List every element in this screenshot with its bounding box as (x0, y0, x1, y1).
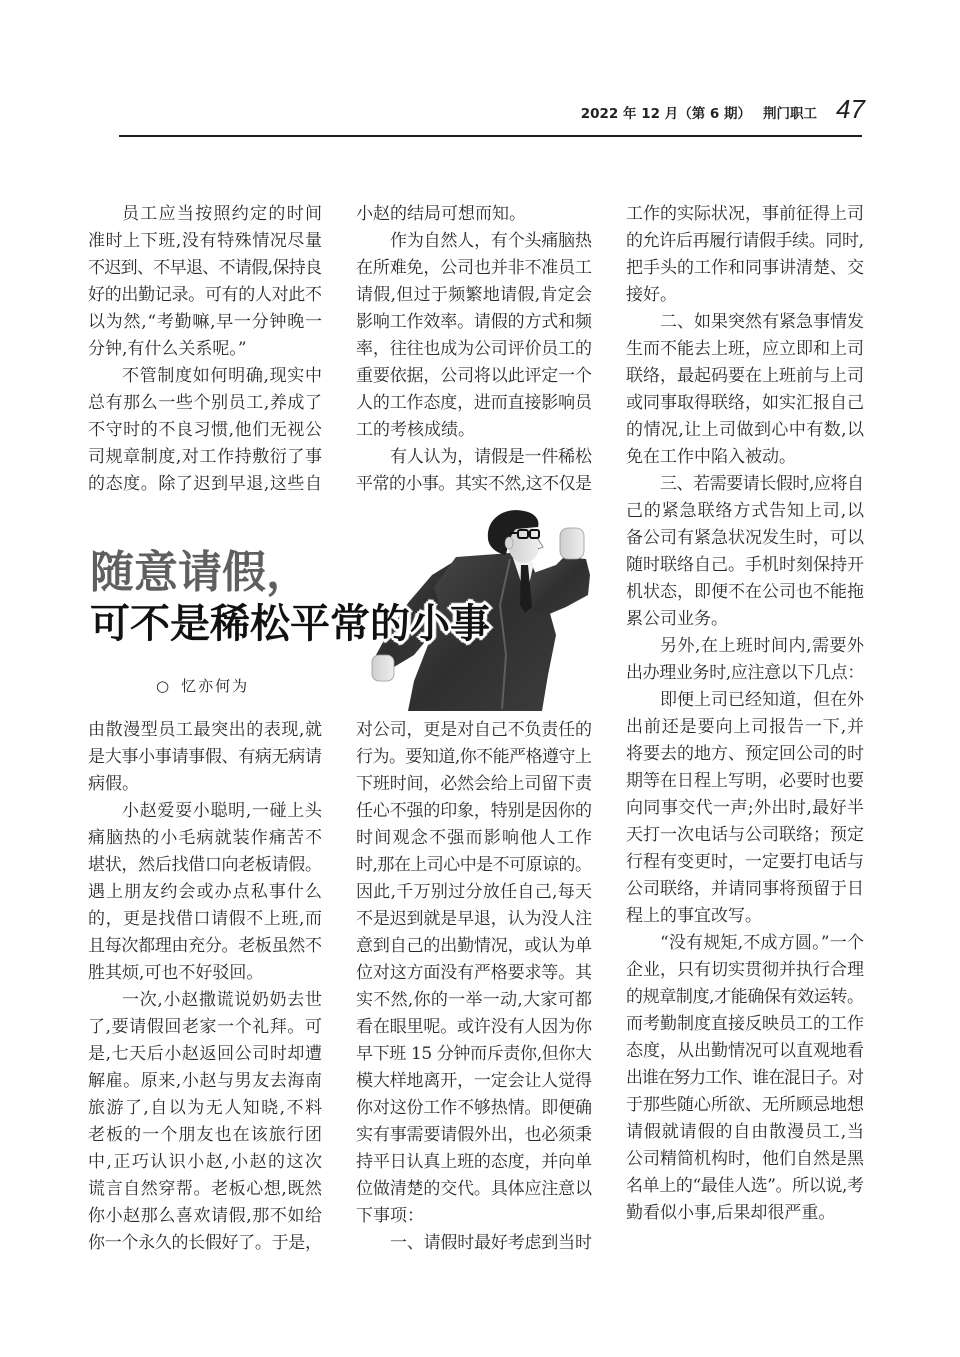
text-line-content: 生而不能去上班，应立即和上司 (626, 339, 864, 359)
text-line-content: 请假就请假的自由散漫员工,当 (626, 1122, 865, 1142)
text-line-content: 平常的小事。其实不然,这不仅是 (356, 474, 592, 494)
text-line-content: 不管制度如何明确,现实中 (122, 366, 323, 386)
text-line (88, 987, 322, 1014)
text-line-content: 人的工作态度，进而直接影响员 (356, 393, 592, 413)
text-line-content: 的态度。除了迟到早退,这些自 (88, 474, 323, 494)
text-line (626, 876, 864, 903)
text-line (626, 417, 864, 444)
text-line-content: 胜其烦,可也不好驳回。 (88, 963, 264, 983)
text-line-content: 己的紧急联络方式告知上司,以 (626, 501, 865, 521)
text-line (88, 1203, 322, 1230)
text-line-content: 你对这份工作不够热情。即便确 (356, 1098, 592, 1118)
text-line (356, 1041, 592, 1068)
text-line (626, 1173, 864, 1200)
text-line (356, 309, 592, 336)
text-line (356, 444, 592, 471)
text-line (88, 879, 322, 906)
text-line (626, 255, 864, 282)
text-line-content: 三、若需要请长假时,应将自 (660, 474, 864, 494)
text-line-content: 准时上下班,没有特殊情况尽量 (88, 231, 323, 251)
text-line-content: 公司联络，并请同事将预留于日 (626, 879, 864, 899)
text-line-content: 时,那在上司心中是不可原谅的。 (356, 855, 592, 875)
text-line-content: 病假。 (88, 774, 139, 794)
text-line (626, 1011, 864, 1038)
text-line (88, 417, 322, 444)
text-line-content: 早下班 15 分钟而斥责你,但你大 (356, 1044, 592, 1064)
paragraph (88, 798, 322, 987)
text-line-content: 累公司业务。 (626, 609, 728, 629)
text-line (626, 1038, 864, 1065)
text-line-content: 小赵爱耍小聪明,一碰上头 (122, 801, 323, 821)
text-line (88, 906, 322, 933)
text-line-content: 时间观念不强而影响他人工作 (356, 828, 594, 848)
text-line-content: 意到自己的出勤情况，或认为单 (356, 936, 592, 956)
text-line-content: 因此,千万别过分放任自己,每天 (356, 882, 593, 902)
text-line (626, 471, 864, 498)
text-line-content: 把手头的工作和同事讲清楚、交 (626, 258, 864, 278)
text-line (626, 201, 864, 228)
paragraph (356, 1230, 592, 1257)
text-line (626, 984, 864, 1011)
text-line (88, 363, 322, 390)
text-line-content: 公司精简机构时，他们自然是黑 (626, 1149, 864, 1169)
text-line (626, 282, 864, 309)
text-block-column3 (626, 201, 864, 1227)
text-line (88, 717, 322, 744)
text-line-content: 工的考核成绩。 (356, 420, 475, 440)
text-line-content: 是大事小事请事假、有病无病请 (88, 747, 322, 767)
text-line-content: 名单上的“最佳人选”。所以说,考 (626, 1176, 864, 1196)
text-line (88, 1095, 322, 1122)
text-line-content: “没有规矩,不成方圆。”一个 (660, 933, 865, 953)
text-line-content: 天打一次电话与公司联络；预定 (626, 825, 864, 845)
text-line (88, 744, 322, 771)
text-line (88, 336, 322, 363)
text-line-content: 堪状，然后找借口向老板请假。 (88, 855, 322, 875)
paragraph (88, 201, 322, 363)
text-line (626, 444, 864, 471)
text-line-content: 痛脑热的小毛病就装作痛苦不 (88, 828, 324, 848)
text-line (626, 1119, 864, 1146)
text-line (88, 825, 322, 852)
text-line-content: 期等在日程上写明，必要时也要 (626, 771, 864, 791)
text-line (626, 957, 864, 984)
paragraph (356, 717, 592, 1230)
text-line-content: 一次,小赵撒谎说奶奶去世 (122, 990, 323, 1010)
text-line (626, 552, 864, 579)
text-block-column2-top (356, 201, 592, 498)
text-line-content: 中,正巧认识小赵,小赵的这次 (88, 1152, 324, 1172)
text-line (626, 363, 864, 390)
text-line (356, 201, 592, 228)
text-line (626, 1065, 864, 1092)
text-line (356, 798, 592, 825)
text-line-content: 持平日认真上班的态度，并向单 (356, 1152, 592, 1172)
text-line (356, 363, 592, 390)
text-line (88, 444, 322, 471)
text-line-content: 于那些随心所欲、无所顾忌地想 (626, 1095, 864, 1115)
text-line (356, 1014, 592, 1041)
text-line (356, 1230, 592, 1257)
text-line (626, 741, 864, 768)
text-line-content: 程上的事宜改写。 (626, 906, 762, 926)
text-line-content: 企业，只有切实贯彻并执行合理 (626, 960, 864, 980)
text-block-column1-bottom (88, 717, 322, 1257)
author-name: 忆亦何为 (181, 677, 250, 695)
text-line (356, 1149, 592, 1176)
text-line (356, 471, 592, 498)
paragraph (88, 363, 322, 498)
text-line (356, 879, 592, 906)
text-line (88, 1014, 322, 1041)
text-line (356, 852, 592, 879)
text-line-content: 旅游了,自以为无人知晓,不料 (88, 1098, 324, 1118)
paragraph (626, 687, 864, 930)
text-line-content: 不是迟到就是早退，认为没人注 (356, 909, 592, 929)
text-line-content: 解雇。原来,小赵与男友去海南 (88, 1071, 323, 1091)
text-line (626, 1092, 864, 1119)
text-line-content: 是,七天后小赵返回公司时却遭 (88, 1044, 323, 1064)
text-line-content: 司规章制度,对工作持敷衍了事 (88, 447, 323, 467)
text-line-content: 总有那么一些个别员工,养成了 (88, 393, 323, 413)
text-line-content: 请假,但过于频繁地请假,肯定会 (356, 285, 593, 305)
text-line-content: 一、请假时最好考虑到当时 (390, 1233, 592, 1253)
text-line-content: 行程有变更时，一定要打电话与 (626, 852, 864, 872)
text-line (626, 1200, 864, 1227)
text-line (626, 1146, 864, 1173)
page-number: 47 (836, 94, 865, 124)
text-line-content: 看在眼里呢。或许没有人因为你 (356, 1017, 592, 1037)
text-line-content: 率，往往也成为公司评价员工的 (356, 339, 592, 359)
text-line (88, 798, 322, 825)
text-line (626, 228, 864, 255)
text-line-content: 有人认为，请假是一件稀松 (390, 447, 592, 467)
text-line (626, 822, 864, 849)
issue-label: 2022 年 12 月（第 6 期） (580, 106, 751, 122)
text-line (88, 1176, 322, 1203)
paragraph (626, 471, 864, 633)
text-line-content: 不迟到、不早退、不请假,保持良 (88, 258, 322, 278)
text-line (356, 255, 592, 282)
text-line-content: 影响工作效率。请假的方式和频 (356, 312, 592, 332)
header-rule (119, 135, 862, 137)
text-line-content: 即便上司已经知道，但在外 (660, 690, 864, 710)
text-line (356, 825, 592, 852)
text-line-content: 的情况,让上司做到心中有数,以 (626, 420, 865, 440)
text-line (626, 390, 864, 417)
text-line-content: 另外,在上班时间内,需要外 (660, 636, 865, 656)
article-title-line1: 随意请假， (90, 547, 310, 598)
text-line (356, 933, 592, 960)
man-raised-arm (528, 557, 590, 617)
magazine-name: 荆门职工 (763, 106, 817, 122)
author-marker: ○ (156, 677, 170, 695)
text-line (626, 849, 864, 876)
man-back-hand (372, 655, 394, 681)
text-line-content: 接好。 (626, 285, 677, 305)
text-line-content: 免在工作中陷入被动。 (626, 447, 796, 467)
text-line-content: 在所难免，公司也并非不准员工 (356, 258, 592, 278)
text-line-content: 位对这方面没有严格要求等。其 (356, 963, 592, 983)
running-header (581, 101, 817, 123)
text-line (626, 633, 864, 660)
text-line-content: 不守时的不良习惯,他们无视公 (88, 420, 323, 440)
text-line-content: 由散漫型员工最突出的表现,就 (88, 720, 323, 740)
paragraph (88, 717, 322, 798)
text-line-content: 二、如果突然有紧急事情发 (660, 312, 864, 332)
article-title-line2: 可不是稀松平常的小事 (90, 600, 490, 647)
text-line-content: 备公司有紧急状况发生时，可以 (626, 528, 864, 548)
text-line-content: 员工应当按照约定的时间 (122, 204, 324, 224)
text-line-content: 遇上朋友约会或办点私事什么 (88, 882, 324, 902)
text-line-content: 位做清楚的交代。具体应注意以 (356, 1179, 592, 1199)
text-line (356, 1203, 592, 1230)
text-line (626, 309, 864, 336)
paragraph (626, 633, 864, 687)
text-line (356, 282, 592, 309)
text-line (626, 525, 864, 552)
text-line (356, 1095, 592, 1122)
text-line (626, 498, 864, 525)
text-line (356, 1068, 592, 1095)
text-line-content: 机状态，即便不在公司也不能拖 (626, 582, 864, 602)
text-block-column1-top (88, 201, 322, 498)
text-line-content: 实有事需要请假外出，也必须秉 (356, 1125, 592, 1145)
text-line (356, 717, 592, 744)
text-line-content: 小赵的结局可想而知。 (356, 204, 526, 224)
text-line (356, 417, 592, 444)
text-line-content: 任心不强的印象，特别是因你的 (356, 801, 592, 821)
text-line (356, 228, 592, 255)
text-line-content: 实不然,你的一举一动,大家可都 (356, 990, 593, 1010)
text-line-content: 随时联络自己。手机时刻保持开 (626, 555, 864, 575)
text-line-content: 你小赵那么喜欢请假,那不如给 (88, 1206, 323, 1226)
text-line (626, 768, 864, 795)
text-line-content: 态度，从出勤情况可以直观地看 (626, 1041, 864, 1061)
text-line (626, 903, 864, 930)
text-line-content: 你一个永久的长假好了。于是， (88, 1233, 322, 1253)
text-line (626, 714, 864, 741)
man-ear (505, 537, 513, 549)
text-line (626, 579, 864, 606)
text-line (88, 390, 322, 417)
text-line-content: 的规章制度,才能确保有效运转。 (626, 987, 864, 1007)
text-line-content: 分钟,有什么关系呢。” (88, 339, 247, 359)
text-line-content: 下事项： (356, 1206, 424, 1226)
text-line (626, 660, 864, 687)
text-line-content: 以为然,“考勤嘛,早一分钟晚一 (88, 312, 323, 332)
byline (156, 676, 249, 696)
text-line (88, 771, 322, 798)
text-line-content: 将要去的地方、预定回公司的时 (626, 744, 864, 764)
text-line-content: 而考勤制度直接反映员工的工作 (626, 1014, 864, 1034)
paragraph (626, 309, 864, 471)
paragraph (626, 930, 864, 1227)
text-line (88, 1068, 322, 1095)
text-line (88, 201, 322, 228)
paragraph (356, 228, 592, 444)
text-line-content: 出谁在努力工作、谁在混日子。对 (626, 1068, 863, 1088)
text-line (88, 1230, 322, 1257)
text-line (88, 471, 322, 498)
text-line (356, 906, 592, 933)
text-line-content: 或同事取得联络，如实汇报自己 (626, 393, 864, 413)
text-line-content: 联络，最起码要在上班前与上司 (626, 366, 864, 386)
text-line-content: 的，更是找借口请假不上班,而 (88, 909, 323, 929)
text-line-content: 行为。要知道,你不能严格遵守上 (356, 747, 592, 767)
text-line (626, 336, 864, 363)
text-line (356, 960, 592, 987)
text-line (626, 687, 864, 714)
paragraph (356, 444, 592, 498)
text-line-content: 且每次都理由充分。老板虽然不 (88, 936, 322, 956)
text-line (88, 309, 322, 336)
text-line (88, 255, 322, 282)
text-line-content: 作为自然人，有个头痛脑热 (390, 231, 592, 251)
text-line (356, 987, 592, 1014)
text-line (356, 771, 592, 798)
paragraph (356, 201, 592, 228)
text-line-content: 重要依据，公司将以此评定一个 (356, 366, 592, 386)
text-line-content: 模大样地离开，一定会让人觉得 (356, 1071, 592, 1091)
text-line-content: 的允许后再履行请假手续。同时, (626, 231, 864, 251)
text-line (356, 1122, 592, 1149)
text-line-content: 出前还是要向上司报告一下,并 (626, 717, 865, 737)
text-line (626, 930, 864, 957)
text-line-content: 工作的实际状况，事前征得上司 (626, 204, 864, 224)
text-line-content: 了,要请假回老家一个礼拜。可 (88, 1017, 323, 1037)
text-line-content: 勤看似小事,后果却很严重。 (626, 1203, 836, 1223)
text-line (88, 852, 322, 879)
text-line (626, 606, 864, 633)
text-line (88, 1041, 322, 1068)
text-line (356, 1176, 592, 1203)
man-raised-fist (560, 528, 584, 559)
text-line (626, 795, 864, 822)
paragraph (88, 987, 322, 1257)
paragraph (626, 201, 864, 309)
text-line-content: 出办理业务时,应注意以下几点： (626, 663, 864, 683)
text-line (88, 228, 322, 255)
text-line (356, 744, 592, 771)
text-line-content: 对公司，更是对自己不负责任的 (356, 720, 592, 740)
text-line (356, 336, 592, 363)
text-line-content: 老板的一个朋友也在该旅行团 (88, 1125, 324, 1145)
text-line-content: 下班时间，必然会给上司留下责 (356, 774, 592, 794)
text-line-content: 向同事交代一声;外出时,最好半 (626, 798, 865, 818)
text-line (356, 390, 592, 417)
text-line-content: 谎言自然穿帮。老板心想,既然 (88, 1179, 323, 1199)
text-line (88, 1149, 322, 1176)
text-line (88, 960, 322, 987)
text-line (88, 1122, 322, 1149)
text-line (88, 933, 322, 960)
text-line-content: 好的出勤记录。可有的人对此不 (88, 285, 322, 305)
text-block-column2-bottom (356, 717, 592, 1257)
text-line (88, 282, 322, 309)
